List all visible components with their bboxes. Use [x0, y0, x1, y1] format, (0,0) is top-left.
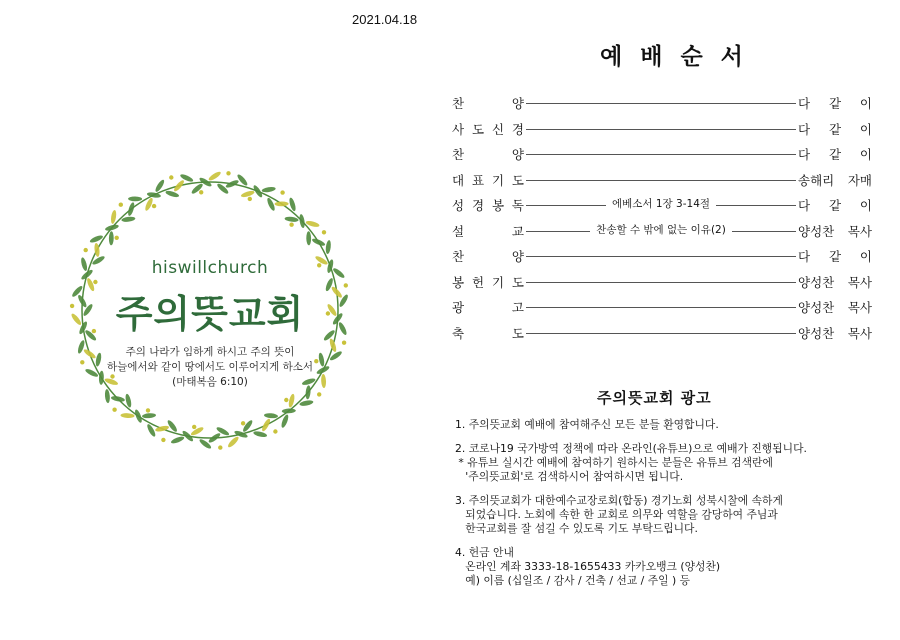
order-detail: 찬송할 수 밖에 없는 이유(2): [526, 222, 796, 237]
order-leader-part: 다: [798, 198, 811, 213]
verse-reference: (마태복음 6:10): [172, 376, 248, 388]
order-row: [452, 219, 872, 245]
order-title: 예 배 순 서: [600, 44, 748, 70]
order-leader-part: 송해리: [798, 172, 835, 188]
leader-line: [526, 180, 796, 181]
order-item-char: 헌: [471, 274, 485, 290]
verse-line: 하늘에서와 같이 땅에서도 이루어지게 하소서: [106, 361, 314, 373]
order-leader: [798, 171, 872, 189]
order-leader-part: 자매: [847, 172, 872, 188]
order-leader-part: 이: [859, 147, 872, 162]
order-list: [452, 91, 872, 346]
order-item-char: 기: [491, 274, 505, 290]
order-leader-part: 같: [828, 121, 842, 137]
order-leader-part: 같: [828, 96, 842, 111]
order-leader-part: 이: [859, 198, 872, 213]
order-item-char: 교: [511, 223, 524, 239]
announcement-line: * 유튜브 실시간 예배에 참여하기 원하시는 분들은 유튜브 검색란에: [455, 456, 773, 469]
order-item-char: 축: [452, 325, 465, 341]
order-leader: [798, 145, 872, 163]
announcement-line: 온라인 계좌 3333-18-1655433 카카오뱅크 (양성찬): [455, 560, 721, 573]
order-item-char: 고: [511, 300, 524, 315]
order-row: [452, 142, 872, 168]
order-item: [452, 145, 524, 163]
order-leader: [798, 196, 872, 214]
order-leader-part: 목사: [847, 325, 872, 341]
order-item-char: 도: [511, 172, 524, 188]
announcement-line: 4. 헌금 안내: [455, 546, 514, 559]
bulletin-date: 2021.04.18: [352, 12, 418, 27]
leader-line: [526, 129, 796, 130]
announcement-line: 1. 주의뜻교회 예배에 참여해주신 모든 분들 환영합니다.: [455, 418, 719, 431]
order-leader-part: 양성찬: [798, 300, 835, 315]
order-leader-part: 다: [798, 121, 811, 137]
order-leader-part: 같: [828, 249, 842, 264]
order-item-char: 성: [452, 198, 465, 213]
order-leader-part: 양성찬: [798, 325, 835, 341]
order-leader-part: 다: [798, 147, 811, 162]
order-item-char: 찬: [452, 249, 465, 264]
order-item-char: 양: [511, 96, 524, 111]
order-item-char: 표: [471, 172, 485, 188]
order-row: [452, 193, 872, 219]
order-item: [452, 273, 524, 291]
bible-verse: [98, 345, 322, 390]
order-leader-part: 다: [798, 249, 811, 264]
order-item: [452, 171, 524, 189]
order-item-char: 도: [471, 121, 485, 137]
order-leader-part: 목사: [847, 274, 872, 290]
order-item-char: 찬: [452, 147, 465, 162]
order-item-char: 도: [511, 325, 524, 341]
order-leader-part: 이: [859, 121, 872, 137]
order-leader: [798, 222, 872, 240]
announcement-line: '주의뜻교회'로 검색하시어 참여하시면 됩니다.: [455, 470, 684, 483]
leader-line: [526, 256, 796, 257]
order-item-char: 경: [471, 198, 485, 213]
order-row: [452, 244, 872, 270]
order-leader-part: 목사: [847, 223, 872, 239]
order-leader-part: 같: [828, 147, 842, 162]
order-leader-part: 같: [828, 198, 842, 213]
order-item-char: 사: [452, 121, 465, 137]
leader-line: [526, 333, 796, 334]
order-item: [452, 298, 524, 316]
announcement-line: 2. 코로나19 국가방역 정책에 따라 온라인(유튜브)으로 예배가 진행됩니다.: [455, 442, 807, 455]
order-item: [452, 196, 524, 214]
order-row: [452, 321, 872, 347]
order-item-char: 찬: [452, 96, 465, 111]
verse-line: 주의 나라가 임하게 하시고 주의 뜻이: [125, 346, 295, 358]
order-row: [452, 117, 872, 143]
order-leader: [798, 120, 872, 138]
leader-line: [526, 282, 796, 283]
order-leader: [798, 94, 872, 112]
order-leader-part: 다: [798, 96, 811, 111]
order-item-char: 양: [511, 249, 524, 264]
order-item: [452, 222, 524, 240]
order-item-char: 대: [452, 172, 465, 188]
leader-line: [526, 307, 796, 308]
announcements-list: [455, 418, 875, 588]
order-item: [452, 94, 524, 112]
announcements-title: 주의뜻교회 광고: [597, 389, 712, 407]
order-leader: [798, 324, 872, 342]
order-item-char: 기: [491, 172, 505, 188]
order-leader-part: 목사: [847, 300, 872, 315]
church-name: 주의뜻교회: [115, 292, 305, 336]
order-item: [452, 247, 524, 265]
order-row: [452, 168, 872, 194]
brand-name: hiswillchurch: [151, 258, 269, 278]
announcement-line: 3. 주의뜻교회가 대한예수교장로회(합동) 경기노회 성북시찰에 속하게: [455, 494, 783, 507]
order-row: [452, 91, 872, 117]
order-item-char: 독: [511, 198, 524, 213]
order-item-char: 경: [511, 121, 524, 137]
order-row: [452, 270, 872, 296]
order-leader-part: 양성찬: [798, 274, 835, 290]
order-item-char: 봉: [452, 274, 465, 290]
order-item-char: 봉: [491, 198, 505, 213]
order-leader-part: 양성찬: [798, 223, 835, 239]
announcement-line: 되었습니다. 노회에 속한 한 교회로 의무와 역할을 감당하여 주님과: [455, 508, 778, 521]
order-leader: [798, 298, 872, 316]
order-item-char: 설: [452, 223, 465, 239]
announcement-line: 한국교회를 잘 섬길 수 있도록 기도 부탁드립니다.: [455, 522, 698, 535]
order-leader-part: 이: [859, 249, 872, 264]
order-item-char: 도: [511, 274, 524, 290]
order-detail: 에베소서 1장 3-14절: [526, 196, 796, 211]
leader-line: [526, 103, 796, 104]
order-leader-part: 이: [859, 96, 872, 111]
leader-line: [526, 154, 796, 155]
order-leader: [798, 273, 872, 291]
announcement-line: 예) 이름 (십일조 / 감사 / 건축 / 선교 / 주일 ) 등: [455, 574, 691, 587]
order-item-char: 신: [491, 121, 505, 137]
order-item-char: 광: [452, 300, 465, 315]
order-item: [452, 324, 524, 342]
order-row: [452, 295, 872, 321]
order-item: [452, 120, 524, 138]
order-leader: [798, 247, 872, 265]
order-item-char: 양: [511, 147, 524, 162]
